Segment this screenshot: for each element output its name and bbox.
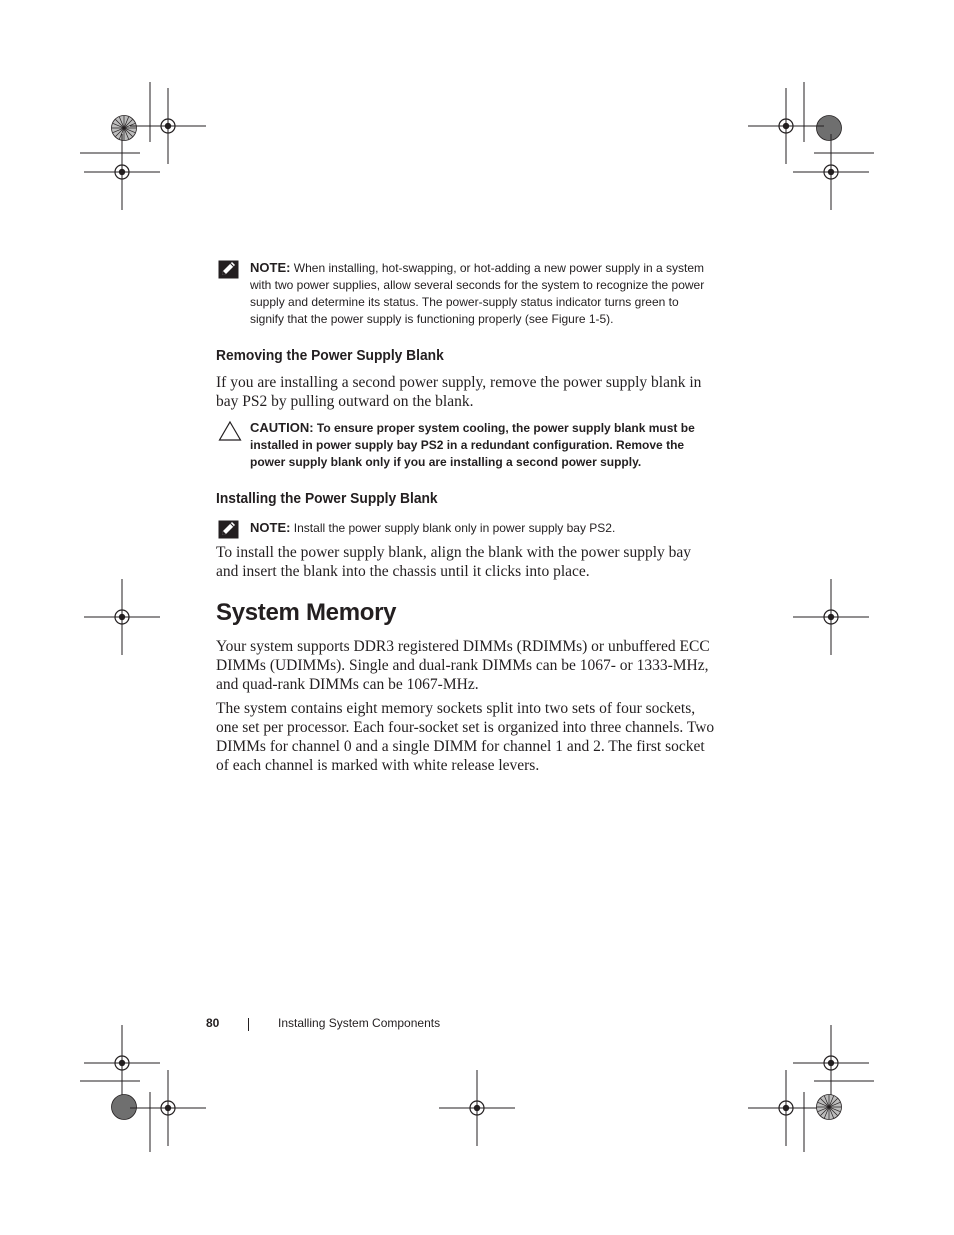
note-label: NOTE: bbox=[250, 520, 291, 535]
note-bay-ps2 bbox=[216, 519, 716, 537]
registration-mark-icon bbox=[793, 579, 869, 655]
note-pencil-icon bbox=[218, 260, 240, 285]
registration-mark-icon bbox=[84, 579, 160, 655]
registration-mark-icon bbox=[84, 134, 160, 210]
note-pencil-icon bbox=[218, 520, 240, 545]
note-text: Install the power supply blank only in power supply bay PS2. bbox=[293, 521, 616, 535]
footer-divider bbox=[248, 1018, 249, 1031]
section-heading-installing: Installing the Power Supply Blank bbox=[216, 490, 438, 507]
color-wheel-icon bbox=[817, 116, 842, 141]
paragraph-memory-sockets: The system contains eight memory sockets split into two sets of four sockets, one set per processor. Each four-socket set is organized into three channels. Two DIMMs for channel 0 and a single DIMM for channel 1 and 2. The first socket of each channel is marked with white release levers. bbox=[216, 700, 715, 774]
color-wheel-icon bbox=[112, 116, 137, 141]
registration-mark-icon bbox=[84, 1025, 160, 1101]
caution-label: CAUTION: bbox=[250, 420, 314, 435]
footer-section-title: Installing System Components bbox=[278, 1016, 441, 1030]
registration-mark-icon bbox=[439, 1070, 515, 1146]
section-heading-removing: Removing the Power Supply Blank bbox=[216, 347, 444, 364]
registration-mark-icon bbox=[793, 134, 869, 210]
caution-text: To ensure proper system cooling, the power supply blank must be installed in power supply bay PS2 in a redundant configuration. Remove the power supply blank only if you are installing a second power supply. bbox=[250, 421, 695, 469]
registration-mark-icon bbox=[130, 1070, 206, 1146]
note-text: When installing, hot-swapping, or hot-adding a new power supply in a system with two power supplies, allow several seconds for the system to recognize the power supply and determine its status. The power-supply status indicator turns green to signify that the power supply is functioning properly (see Figure 1-5). bbox=[250, 261, 705, 326]
caution-triangle-icon bbox=[218, 420, 242, 447]
caution-cooling bbox=[216, 419, 716, 471]
note-label: NOTE: bbox=[250, 260, 291, 275]
color-wheel-icon bbox=[112, 1095, 137, 1120]
note-power-supply-detection bbox=[216, 259, 716, 328]
registration-mark-icon bbox=[793, 1025, 869, 1101]
paragraph-removing: If you are installing a second power supply, remove the power supply blank in bay PS2 by pulling outward on the blank. bbox=[216, 374, 702, 410]
registration-mark-icon bbox=[748, 1070, 824, 1146]
page-title-system-memory: System Memory bbox=[216, 599, 397, 626]
page-number: 80 bbox=[206, 1016, 220, 1030]
color-wheel-icon bbox=[817, 1095, 842, 1120]
registration-mark-icon bbox=[748, 88, 824, 164]
registration-mark-icon bbox=[130, 88, 206, 164]
paragraph-memory-support: Your system supports DDR3 registered DIMMs (RDIMMs) or unbuffered ECC DIMMs (UDIMMs). Single and dual-rank DIMMs can be 1067- or 1333-MHz, and quad-rank DIMMs can be 1067-MHz. bbox=[216, 638, 710, 693]
paragraph-installing: To install the power supply blank, align the blank with the power supply bay and insert the blank into the chassis until it clicks into place. bbox=[216, 544, 692, 580]
